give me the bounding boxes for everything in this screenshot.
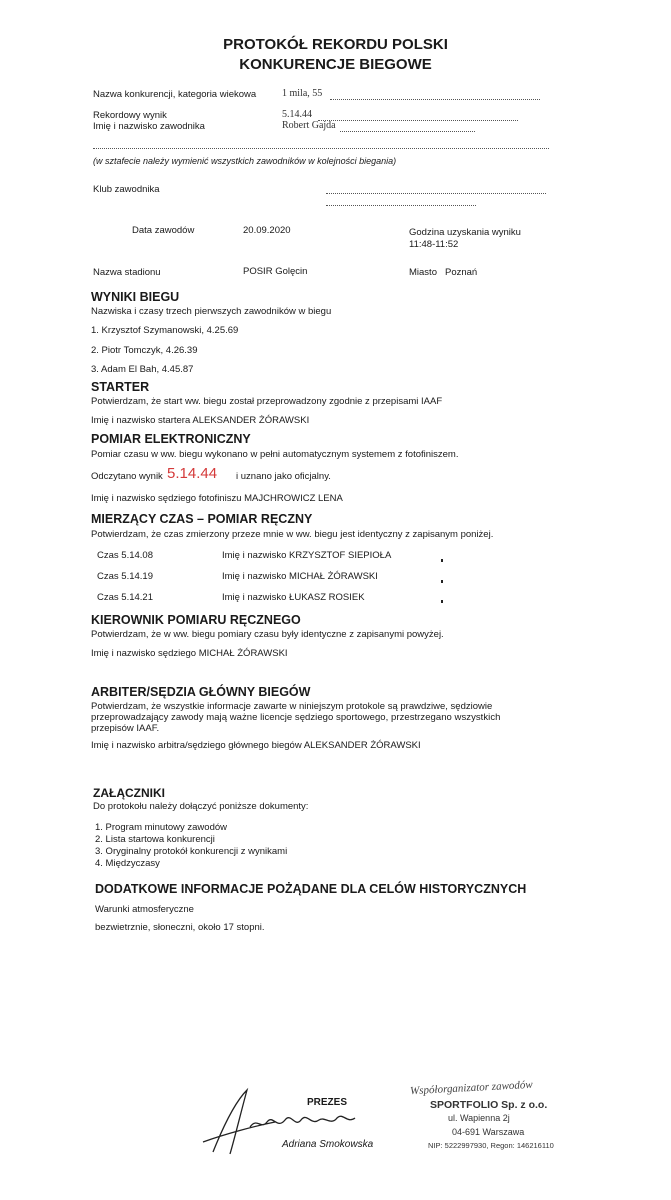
competition-dotline <box>330 99 540 100</box>
city-label: Miasto <box>409 267 437 278</box>
president-name: Adriana Smokowska <box>282 1139 374 1150</box>
time-value: 11:48-11:52 <box>409 239 459 250</box>
arbiter-text-2: przeprowadzający zawody mają ważne licencje sędziego sportowego, przestrzegano wszystkich <box>91 712 501 723</box>
handwritten-note: Współorganizator zawodów <box>409 1078 533 1098</box>
zalaczniki-subtitle: Do protokołu należy dołączyć poniższe dokumenty: <box>93 801 309 812</box>
competition-value: 1 mila, 55 <box>282 88 323 99</box>
handwritten-signature <box>195 1082 365 1162</box>
manual-time-1: Czas 5.14.08 <box>97 550 153 561</box>
pomiar-read-prefix: Odczytano wynik <box>91 471 163 482</box>
weather-label: Warunki atmosferyczne <box>95 904 194 915</box>
result-value: 5.14.44 <box>282 109 312 120</box>
arbiter-heading: ARBITER/SĘDZIA GŁÓWNY BIEGÓW <box>91 685 311 699</box>
club-dotline-1 <box>326 193 546 194</box>
manual-timer-3: Imię i nazwisko ŁUKASZ ROSIEK <box>222 592 365 603</box>
manual-time-3: Czas 5.14.21 <box>97 592 153 603</box>
stamp-street: ul. Wapienna 2j <box>448 1113 510 1123</box>
club-dotline-2 <box>326 205 476 206</box>
starter-text: Potwierdzam, że start ww. biegu został przeprowadzony zgodnie z przepisami IAAF <box>91 396 443 407</box>
wyniki-item-3: 3. Adam El Bah, 4.45.87 <box>91 364 194 375</box>
kierownik-name-line: Imię i nazwisko sędziego MICHAŁ ŻÓRAWSKI <box>91 648 288 659</box>
stadium-value: POSIR Golęcin <box>243 266 308 277</box>
wyniki-heading: WYNIKI BIEGU <box>91 290 180 304</box>
manual-time-2: Czas 5.14.19 <box>97 571 153 582</box>
time-label: Godzina uzyskania wyniku <box>409 227 521 238</box>
president-role: PREZES <box>307 1097 348 1108</box>
starter-heading: STARTER <box>91 380 150 394</box>
competition-label: Nazwa konkurencji, kategoria wiekowa <box>93 89 257 100</box>
wyniki-item-1: 1. Krzysztof Szymanowski, 4.25.69 <box>91 325 239 336</box>
athlete-value: Robert Gajda <box>282 120 336 131</box>
dodatkowe-heading: DODATKOWE INFORMACJE POŻĄDANE DLA CELÓW HISTORYCZNYCH <box>95 882 527 896</box>
athlete-label: Imię i nazwisko zawodnika <box>93 121 205 132</box>
date-value: 20.09.2020 <box>243 225 291 236</box>
stamp-city: 04-691 Warszawa <box>452 1127 525 1137</box>
attachment-item-3: 3. Oryginalny protokół konkurencji z wynikami <box>95 846 288 857</box>
kierownik-text: Potwierdzam, że w ww. biegu pomiary czasu były identyczne z zapisanymi powyżej. <box>91 629 444 640</box>
arbiter-name-line: Imię i nazwisko arbitra/sędziego głównego biegów ALEKSANDER ŻÓRAWSKI <box>91 740 421 751</box>
document-title-line1: PROTOKÓŁ REKORDU POLSKI <box>223 36 448 53</box>
wyniki-subtitle: Nazwiska i czasy trzech pierwszych zawodników w biegu <box>91 306 332 317</box>
attachment-item-2: 2. Lista startowa konkurencji <box>95 834 215 845</box>
city-value: Poznań <box>445 267 478 278</box>
athlete-dotline <box>340 131 475 132</box>
wyniki-item-2: 2. Piotr Tomczyk, 4.26.39 <box>91 345 198 356</box>
pomiar-text: Pomiar czasu w ww. biegu wykonano w pełni automatycznym systemem z fotofiniszem. <box>91 449 459 460</box>
relay-dotline <box>93 148 549 149</box>
document-title-line2: KONKURENCJE BIEGOWE <box>239 56 432 73</box>
official-result-value: 5.14.44 <box>167 465 218 482</box>
manual-timer-1: Imię i nazwisko KRZYSZTOF SIEPIOŁA <box>222 550 392 561</box>
kierownik-heading: KIEROWNIK POMIARU RĘCZNEGO <box>91 613 301 627</box>
attachment-item-4: 4. Międzyczasy <box>95 858 160 869</box>
result-label: Rekordowy wynik <box>93 110 167 121</box>
stamp-ids: NIP: 5222997930, Regon: 146216110 <box>428 1141 554 1150</box>
photofinish-judge-line: Imię i nazwisko sędziego fotofiniszu MAJCHROWICZ LENA <box>91 493 343 504</box>
club-label: Klub zawodnika <box>93 184 160 195</box>
pomiar-read-suffix: i uznano jako oficjalny. <box>236 471 331 482</box>
reczny-heading: MIERZĄCY CZAS – POMIAR RĘCZNY <box>91 512 313 526</box>
weather-value: bezwietrznie, słoneczni, około 17 stopni. <box>95 922 265 933</box>
relay-note: (w sztafecie należy wymienić wszystkich zawodników w kolejności biegania) <box>93 156 397 166</box>
reczny-text: Potwierdzam, że czas zmierzony przeze mnie w ww. biegu jest identyczny z zapisanym poniżej. <box>91 529 494 540</box>
tick-mark <box>441 600 443 603</box>
arbiter-text-3: przepisów IAAF. <box>91 723 160 734</box>
result-dotline <box>318 120 518 121</box>
attachment-item-1: 1. Program minutowy zawodów <box>95 822 227 833</box>
zalaczniki-heading: ZAŁĄCZNIKI <box>93 786 165 800</box>
date-label: Data zawodów <box>132 225 195 236</box>
tick-mark <box>441 559 443 562</box>
tick-mark <box>441 580 443 583</box>
stadium-label: Nazwa stadionu <box>93 267 161 278</box>
starter-name-line: Imię i nazwisko startera ALEKSANDER ŻÓRAWSKI <box>91 415 310 426</box>
stamp-company: SPORTFOLIO Sp. z o.o. <box>430 1099 548 1111</box>
manual-timer-2: Imię i nazwisko MICHAŁ ŻÓRAWSKI <box>222 571 378 582</box>
arbiter-text-1: Potwierdzam, że wszystkie informacje zawarte w niniejszym protokole są prawdziwe, sędziowie <box>91 701 493 712</box>
pomiar-heading: POMIAR ELEKTRONICZNY <box>91 432 251 446</box>
